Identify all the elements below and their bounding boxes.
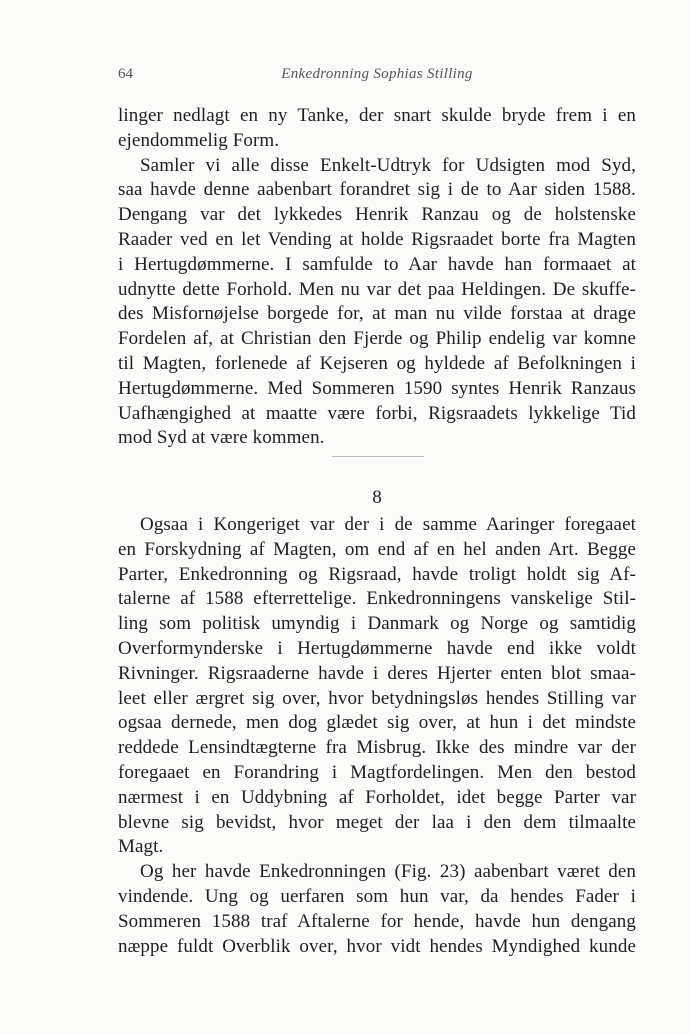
text-line: mod Syd at være kommen. bbox=[118, 427, 325, 449]
text-line: Sommeren 1588 traf Aftalerne for hende, havde hun dengang bbox=[118, 910, 636, 932]
text-line: Fordelen af, at Christian den Fjerde og Philip endelig var komne bbox=[118, 328, 636, 350]
text-line: des Misfornøjelse borgede for, at man nu vilde forstaa at drage bbox=[118, 303, 636, 325]
text-block-2 bbox=[118, 513, 636, 959]
running-title: Enkedronning Sophias Stilling bbox=[281, 66, 473, 82]
text-line: blevne sig bevidst, hvor meget der laa i den dem tilmaalte bbox=[118, 811, 636, 833]
text-line: Overformynderske i Hertugdømmerne havde end ikke voldt bbox=[118, 637, 636, 659]
text-line: Raader ved en let Vending at holde Rigsraadet borte fra Magten bbox=[118, 228, 636, 250]
text-line: Og her havde Enkedronningen (Fig. 23) aabenbart været den bbox=[140, 861, 636, 883]
text-line: i Hertugdømmerne. I samfulde to Aar havde han formaaet at bbox=[118, 253, 636, 275]
text-line: ejendommelig Form. bbox=[118, 129, 280, 151]
text-line: til Magten, forlenede af Kejseren og hyldede af Befolkningen i bbox=[118, 352, 636, 374]
text-line: Hertugdømmerne. Med Sommeren 1590 syntes Henrik Ranzaus bbox=[118, 377, 636, 399]
text-line: saa havde denne aabenbart forandret sig i de to Aar siden 1588. bbox=[118, 179, 636, 201]
text-line: Parter, Enkedronning og Rigsraad, havde troligt holdt sig Af- bbox=[118, 563, 636, 585]
text-line: Ogsaa i Kongeriget var der i de samme Aaringer foregaaet bbox=[140, 514, 636, 535]
text-line: Rivninger. Rigsraaderne havde i deres Hjerter enten blot smaa- bbox=[118, 662, 636, 684]
text-line: Uafhængighed at maatte være forbi, Rigsraadets lykkelige Tid bbox=[118, 402, 636, 424]
page-number: 64 bbox=[118, 66, 133, 82]
text-line: en Forskydning af Magten, om end af en hel anden Art. Begge bbox=[118, 538, 636, 560]
running-header bbox=[118, 66, 636, 88]
text-line: udnytte dette Forhold. Men nu var det paa Heldingen. De skuffe- bbox=[118, 278, 636, 300]
text-line: foregaaet en Forandring i Magtfordelingen. Men den bestod bbox=[118, 761, 636, 783]
text-line: leet eller ærgret sig over, hvor betydningsløs hendes Stilling var bbox=[118, 687, 636, 709]
text-line: ling som politisk umyndig i Danmark og Norge og samtidig bbox=[118, 613, 636, 635]
text-line: vindende. Ung og uerfaren som hun var, da hendes Fader i bbox=[118, 885, 636, 907]
section-divider bbox=[332, 456, 424, 457]
text-line: næppe fuldt Overblik over, hvor vidt hendes Myndighed kunde bbox=[118, 935, 636, 957]
section-number: 8 bbox=[372, 487, 382, 508]
text-line: nærmest i en Uddybning af Forholdet, idet begge Parter var bbox=[118, 786, 636, 808]
text-line: Magt. bbox=[118, 836, 164, 858]
text-line: ogsaa dernede, men dog glædet sig over, at hun i det mindste bbox=[118, 712, 636, 734]
text-line: Dengang var det lykkedes Henrik Ranzau og de holstenske bbox=[118, 204, 636, 226]
text-line: Samler vi alle disse Enkelt-Udtryk for Udsigten mod Syd, bbox=[140, 154, 636, 176]
text-block-1 bbox=[118, 104, 636, 451]
text-line: talerne af 1588 efterrettelige. Enkedronningens vanskelige Stil- bbox=[118, 588, 636, 610]
text-line: reddede Lensindtægterne fra Misbrug. Ikke des mindre var der bbox=[118, 737, 636, 759]
text-line: linger nedlagt en ny Tanke, der snart skulde bryde frem i en bbox=[118, 105, 636, 126]
